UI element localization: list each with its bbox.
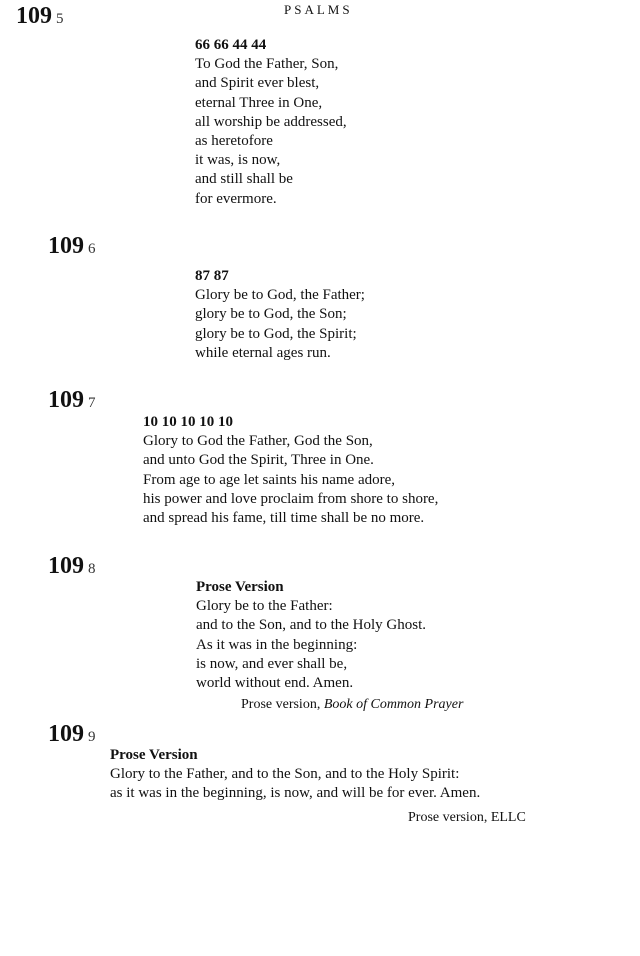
verse-line: all worship be addressed, — [195, 113, 347, 130]
verse-line: glory be to God, the Spirit; — [195, 325, 357, 342]
verse-line: Glory to God the Father, God the Son, — [143, 433, 373, 450]
verse-line: eternal Three in One, — [195, 94, 323, 111]
doxology-number-109-6: 109 6 — [48, 233, 96, 259]
doxology-number-109-9: 109 9 — [48, 721, 96, 747]
doxology-109-7 — [143, 413, 438, 528]
verse-line: Glory be to the Father: — [196, 598, 333, 615]
verse-line: his power and love proclaim from shore to shore, — [143, 490, 439, 507]
verse-line: is now, and ever shall be, — [196, 655, 348, 672]
source-credit: Prose version, Book of Common Prayer — [241, 697, 464, 712]
page-sub: 5 — [56, 11, 64, 27]
verse-line: glory be to God, the Son; — [195, 306, 347, 323]
page-number: 109 5 — [16, 3, 64, 29]
doxology-109-9 — [110, 746, 480, 804]
verse-line: while eternal ages run. — [195, 344, 331, 361]
verse-line: and Spirit ever blest, — [195, 75, 320, 92]
verse-line: world without end. Amen. — [196, 675, 354, 692]
verse-line: To God the Father, Son, — [195, 56, 339, 73]
prose-title: Prose Version — [196, 579, 284, 595]
source-credit: Prose version, ELLC — [408, 810, 526, 825]
verse-line: Glory be to God, the Father; — [195, 287, 365, 304]
prose-title: Prose Version — [110, 747, 198, 763]
meter-label: 10 10 10 10 10 — [143, 414, 233, 430]
doxology-109-5 — [195, 36, 347, 209]
verse-line: and to the Son, and to the Holy Ghost. — [196, 617, 426, 634]
verse-line: As it was in the beginning: — [196, 636, 358, 653]
page-header — [0, 0, 640, 30]
doxology-number-109-8: 109 8 — [48, 553, 96, 579]
verse-line: and unto God the Spirit, Three in One. — [143, 452, 374, 469]
verse-line: it was, is now, — [195, 152, 281, 169]
verse-line: Glory to the Father, and to the Son, and to the Holy Spirit: — [110, 766, 460, 783]
doxology-number-109-7: 109 7 — [48, 387, 96, 413]
meter-label: 66 66 44 44 — [195, 37, 267, 53]
running-title: PSALMS — [284, 2, 353, 17]
doxology-109-6 — [195, 267, 365, 363]
verse-line: as heretofore — [195, 133, 273, 150]
doxology-109-8 — [196, 578, 426, 693]
meter-label: 87 87 — [195, 268, 229, 284]
verse-line: From age to age let saints his name adore, — [143, 471, 396, 488]
verse-line: and still shall be — [195, 171, 293, 188]
verse-line: as it was in the beginning, is now, and will be for ever. Amen. — [110, 785, 481, 802]
verse-line: and spread his fame, till time shall be no more. — [143, 510, 425, 527]
verse-line: for evermore. — [195, 190, 277, 207]
